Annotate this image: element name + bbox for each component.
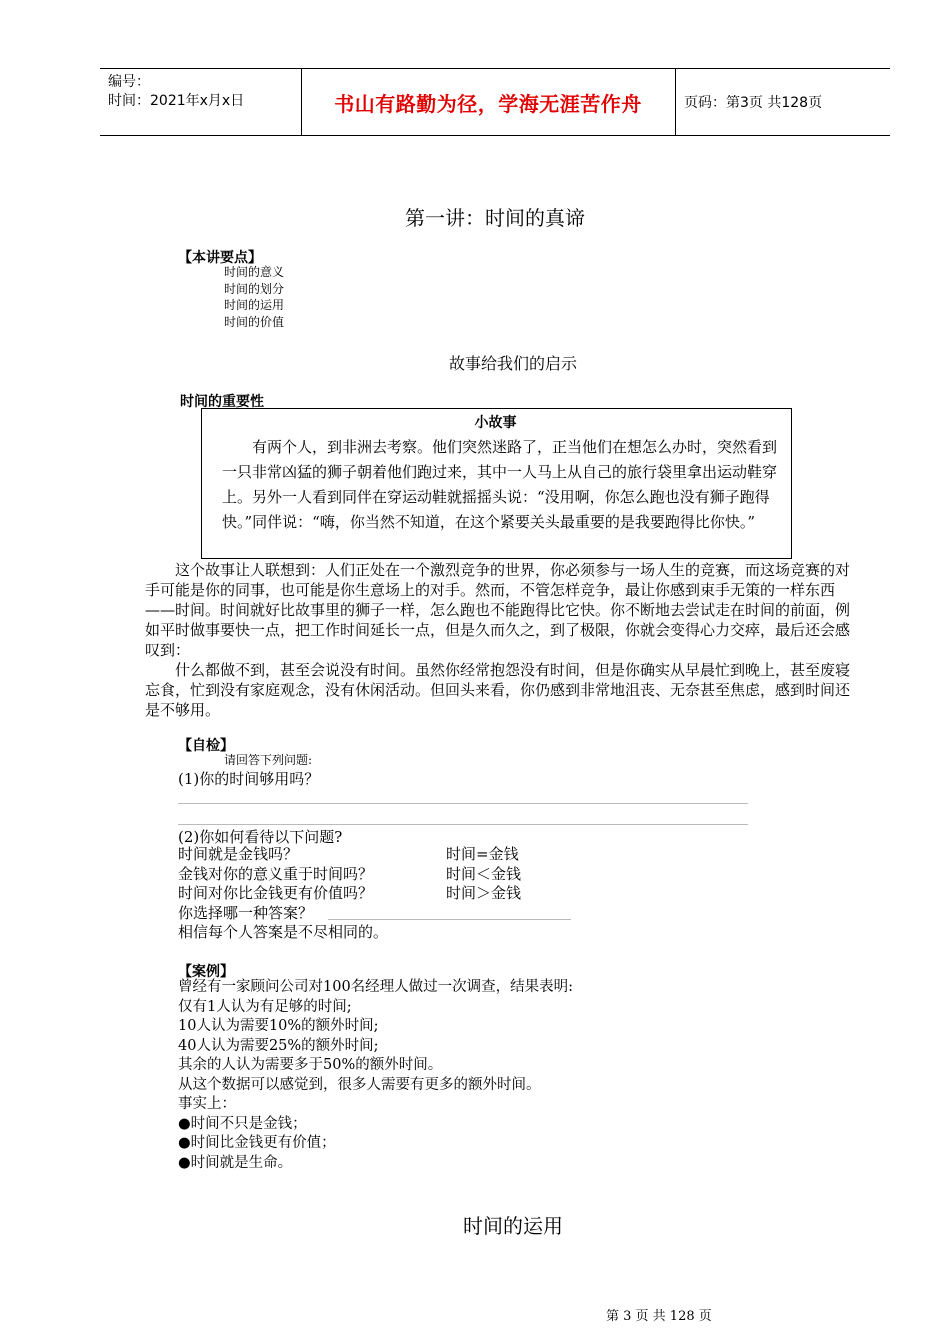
self-check-row-answer: 时间＜金钱 (446, 864, 522, 883)
case-bullet: ●时间就是生命。 (178, 1154, 293, 1171)
key-points-list (224, 264, 284, 330)
header-divider-right (675, 68, 676, 135)
case-heading: 【案例】 (178, 964, 234, 980)
case-bullet: ●时间比金钱更有价值； (178, 1135, 336, 1151)
importance-heading: 时间的重要性 (180, 394, 264, 410)
self-check-row-answer: 时间=金钱 (446, 845, 519, 863)
case-bullet: ●时间不只是金钱； (178, 1115, 307, 1132)
self-check-answers (446, 845, 521, 904)
self-check-row-question: 时间对你比金钱更有价值吗？ (178, 884, 374, 902)
self-check-prompt: 请回答下列问题: (224, 753, 313, 767)
self-check-row-question: 金钱对你的意义重于时间吗？ (178, 864, 374, 883)
header-motto: 书山有路勤为径，学海无涯苦作舟 (334, 92, 642, 116)
story-section-title: 故事给我们的启示 (448, 354, 577, 373)
header-time-label: 时间：2021年x月x日 (108, 93, 245, 109)
body-paragraph: 什么都做不到，甚至会说没有时间。虽然你经常抱怨没有时间，但是你确实从早晨忙到晚上，甚至废寝忘食，忙到没有家庭观念，没有休闲活动。但回头来看，你仍感到非常地沮丧、无奈甚至焦虑，感到时间还是不够用。 (145, 661, 851, 719)
case-line: 40人认为需要25%的额外时间; (178, 1037, 379, 1054)
self-check-row-question: 时间就是金钱吗？ (178, 845, 299, 863)
answer-line-2[interactable] (178, 824, 748, 825)
self-check-row-answer: 时间＞金钱 (446, 884, 522, 902)
body-paragraph: 这个故事让人联想到：人们正处在一个激烈竞争的世界，你必须参与一场人生的竞赛，而这场竞赛的对手可能是你的同事，也可能是你生意场上的对手。然而，不管怎样竞争，最让你感到束手无策的一样东西——时间。时间就好比故事里的狮子一样，怎么跑也不能跑得比它快。你不断地去尝试走在时间的前面，例如平时做事要快一点，把工作时间延长一点，但是久而久之，到了极限，你就会变得心力交瘁，最后还会感叹到： (145, 561, 851, 659)
key-points-heading: 【本讲要点】 (178, 250, 262, 266)
story-text: 有两个人，到非洲去考察。他们突然迷路了，正当他们在想怎么办时，突然看到一只非常凶猛的狮子朝着他们跑过来，其中一人马上从自己的旅行袋里拿出运动鞋穿上。另外一人看到同伴在穿运动鞋就摇摇头说：“没用啊，你怎么跑也没有狮子跑得快。”同伴说：“嗨，你当然不知道，在这个紧要关头最重要的是我要跑得比你快。” (222, 438, 778, 531)
key-point-item: 时间的价值 (224, 314, 285, 329)
page-footer: 第 3 页 共 128 页 (606, 1309, 712, 1324)
self-check-question-1: (1)你的时间够用吗？ (178, 770, 320, 788)
header-page-info: 页码：第3页 共128页 (684, 95, 823, 111)
case-line: 其余的人认为需要多于50%的额外时间。 (178, 1057, 443, 1073)
header-bottom-rule (100, 135, 890, 136)
choice-answer-line[interactable] (328, 919, 571, 920)
case-lines (178, 978, 573, 1173)
case-line: 仅有1人认为有足够的时间; (178, 998, 352, 1015)
self-check-heading: 【自检】 (178, 738, 234, 754)
key-point-item: 时间的意义 (224, 265, 285, 279)
case-line: 从这个数据可以感觉到，很多人需要有更多的额外时间。 (178, 1076, 541, 1093)
lecture-title: 第一讲：时间的真谛 (405, 206, 585, 230)
answer-line-1[interactable] (178, 803, 748, 804)
header-number-label: 编号： (108, 74, 150, 90)
key-point-item: 时间的运用 (224, 298, 285, 312)
case-line: 10人认为需要10%的额外时间; (178, 1018, 379, 1034)
header-top-rule (100, 68, 890, 69)
self-check-question-2: (2)你如何看待以下问题? (178, 828, 343, 846)
story-title: 小故事 (474, 415, 517, 431)
next-section-title: 时间的运用 (463, 1214, 563, 1238)
self-check-choose: 你选择哪一种答案？ (178, 903, 314, 922)
self-check-questions (178, 845, 388, 943)
case-line: 事实上： (178, 1096, 236, 1112)
key-point-item: 时间的划分 (224, 281, 285, 296)
case-line: 曾经有一家顾问公司对100名经理人做过一次调查，结果表明: (178, 979, 574, 995)
body-paragraphs (145, 560, 857, 720)
self-check-note: 相信每个人答案是不尽相同的。 (178, 923, 389, 941)
